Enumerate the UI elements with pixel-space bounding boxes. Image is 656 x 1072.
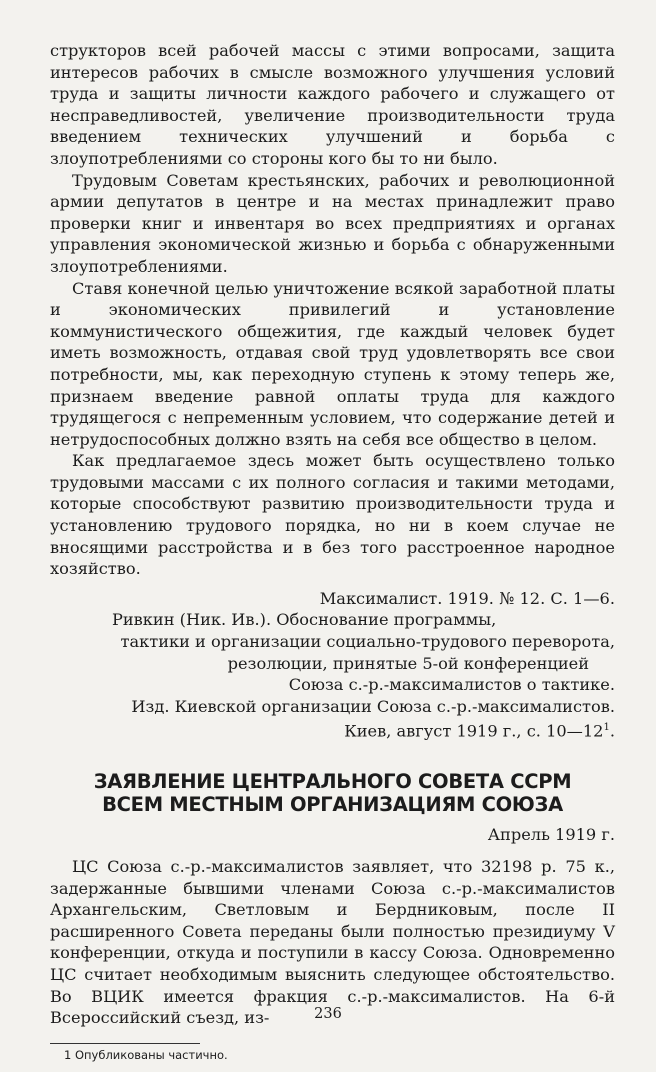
citation-line: тактики и организации социально-трудового переворота, (120, 632, 615, 652)
footnote (50, 1048, 615, 1062)
footnote-divider (50, 1043, 200, 1044)
citation-line: Ривкин (Ник. Ив.). Обоснование программы, (112, 610, 497, 630)
section-heading (50, 770, 615, 816)
page-number: 236 (314, 1006, 342, 1022)
page (50, 40, 615, 1062)
heading-line-1: ЗАЯВЛЕНИЕ ЦЕНТРАЛЬНОГО СОВЕТА ССРМ (93, 770, 572, 794)
heading-line-2: ВСЕМ МЕСТНЫМ ОРГАНИЗАЦИЯМ СОЮЗА (102, 793, 563, 817)
paragraph-1: структоров всей рабочей массы с этими вопросами, защита интересов рабочих в смысле возможного улучшения условий труда и защиты личности каждого рабочего и служащего от несправедливостей, увеличение производительности труда введением технических улучшений и борьба с злоупотреблениями со стороны кого бы то ни было. (50, 41, 615, 168)
footnote-mark: 1 (64, 1047, 72, 1062)
footnote-ref: 1 (603, 722, 610, 734)
statement-paragraph: ЦС Союза с.-р.-максималистов заявляет, что 32198 р. 75 к., задержанные бывшими членами Союза с.-р.-максималистов Архангельским, Светловым и Бердниковым, после II расширенного Совета переданы были полностью президиуму V конференции, откуда и поступили в кассу Союза. Одновременно ЦС считает необходимым выяснить следующее обстоятельство. Во ВЦИК имеется фракция с.-р.-максималистов. На 6-й Всероссийский съезд, из- (50, 856, 615, 1028)
citation-line: резолюции, принятые 5-ой конференцией (227, 653, 589, 673)
footnote-text: Опубликованы частично. (74, 1047, 228, 1062)
citation-line: Максималист. 1919. № 12. С. 1—6. (319, 588, 615, 608)
citation-line: Союза с.-р.-максималистов о тактике. (288, 675, 615, 695)
paragraph-4: Как предлагаемое здесь может быть осуществлено только трудовыми массами с их полного согласия и такими методами, которые способствуют развитию производительности труда и установлению трудового порядка, но ни в коем случае не вносящими расстройства и в без того расстроенное народное хозяйство. (50, 451, 615, 579)
paragraph-2: Трудовым Советам крестьянских, рабочих и революционной армии депутатов в центре и на местах принадлежит право проверки книг и инвентаря во всех предприятиях и органах управления экономической жизнью и борьба с обнаруженными злоупотреблениями. (50, 170, 615, 276)
citation-line (50, 717, 615, 742)
citation-end: . (609, 721, 615, 741)
citation-text: Киев, август 1919 г., с. 10—12 (344, 721, 604, 741)
citation-line: Изд. Киевской организации Союза с.-р.-максималистов. (131, 696, 615, 716)
citation (50, 588, 615, 743)
document-date: Апрель 1919 г. (487, 825, 615, 845)
paragraph-3: Ставя конечной целью уничтожение всякой заработной платы и экономических привилегий и установление коммунистического общежития, где каждый человек будет иметь возможность, отдавая свой труд удовлетворять все свои потребности, мы, как переходную ступень к этому теперь же, признаем введение равной оплаты труда для каждого трудящегося с непременным условием, что содержание детей и нетрудоспособных должно взять на себя все общество в целом. (50, 278, 615, 449)
